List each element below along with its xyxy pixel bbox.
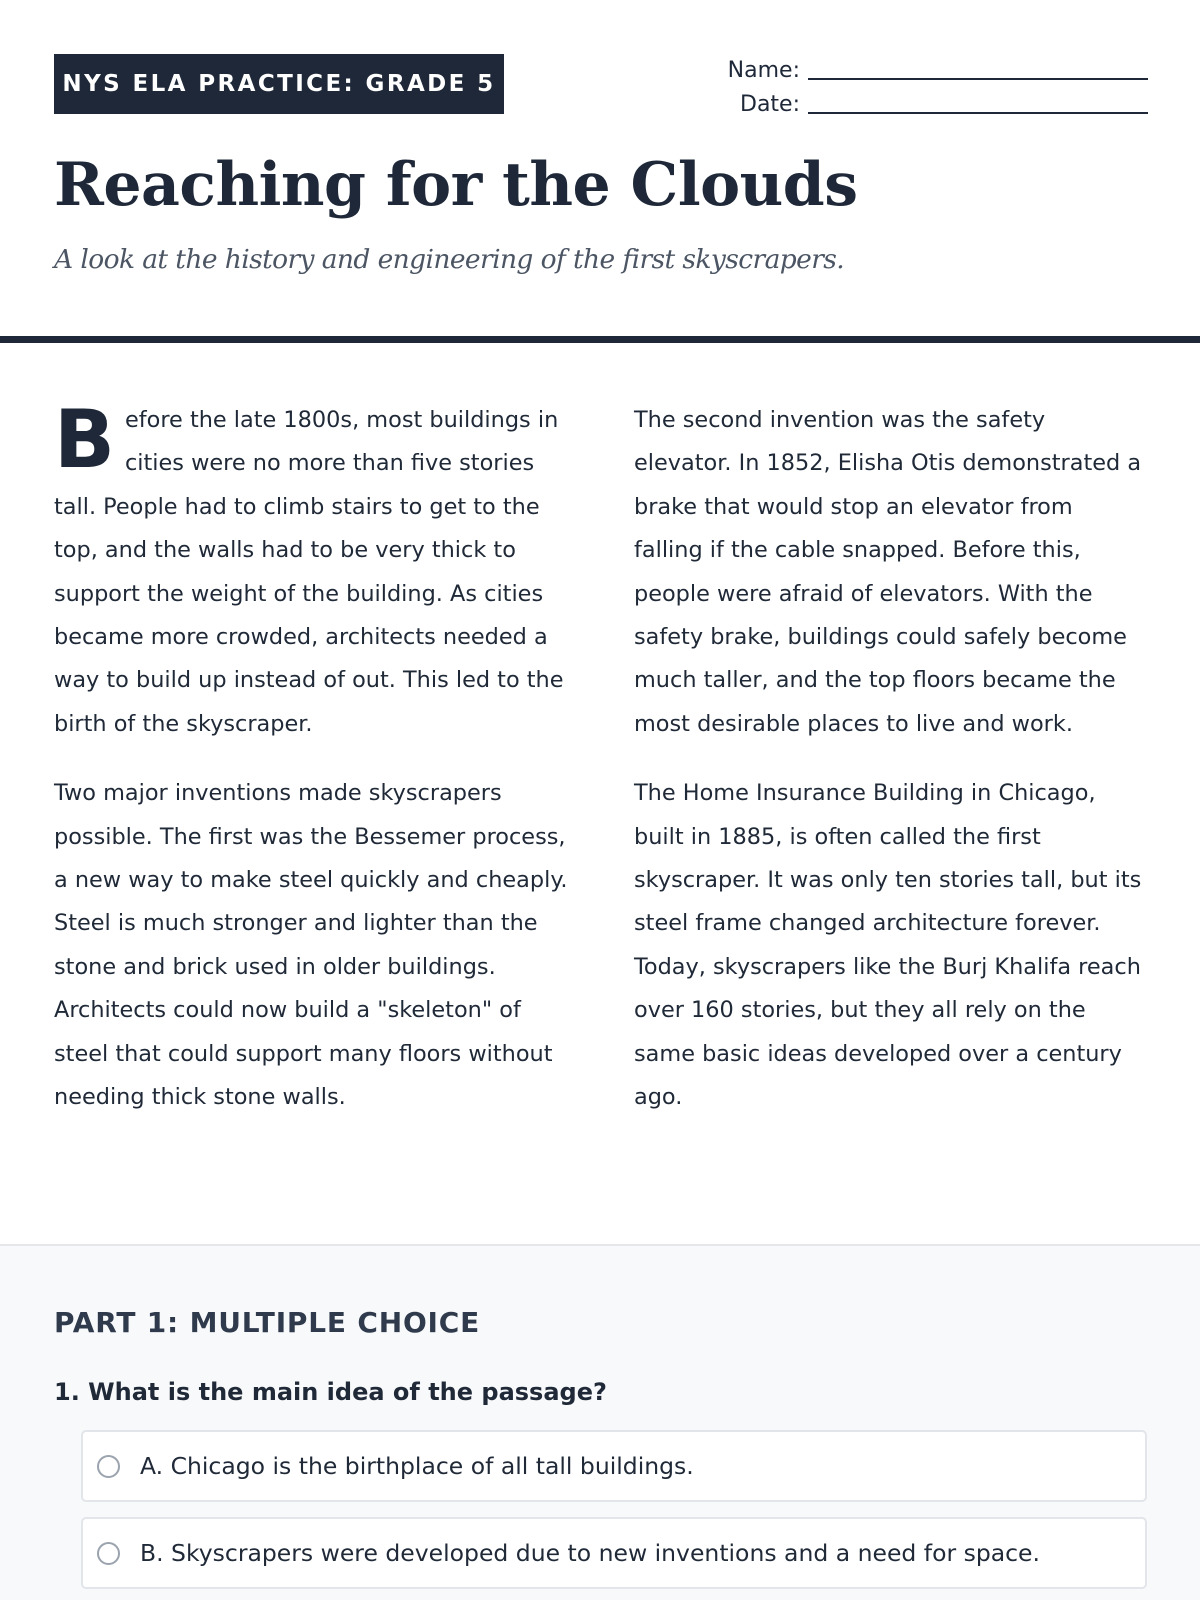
date-label: Date: xyxy=(740,92,800,117)
name-line[interactable] xyxy=(808,78,1148,80)
passage-body xyxy=(54,393,1148,1146)
paragraph-4: The Home Insurance Building in Chicago, built in 1885, is often called the first skyscraper. It was only ten stories tall, but its steel frame changed architecture forever. Today, skyscrapers like the Burj Khalifa reach over 160 stories, but they all rely on the same basic ideas developed over a century ago. xyxy=(634,780,1142,1111)
worksheet-header xyxy=(0,0,1200,336)
drop-cap: B xyxy=(54,393,115,486)
option-b-text: B. Skyscrapers were developed due to new inventions and a need for space. xyxy=(140,1539,1040,1567)
right-column xyxy=(634,399,1148,1146)
date-line[interactable] xyxy=(808,112,1148,114)
radio-icon[interactable] xyxy=(97,1455,120,1478)
left-column xyxy=(54,393,568,1146)
passage-subtitle: A look at the history and engineering of the first skyscrapers. xyxy=(54,244,845,275)
paragraph-2: Two major inventions made skyscrapers possible. The first was the Bessemer process, a new way to make steel quickly and cheaply. Steel is much stronger and lighter than the stone and brick used in older buildings. Architects could now build a "skeleton" of steel that could support many floors without needing thick stone walls. xyxy=(54,780,568,1111)
paragraph-3: The second invention was the safety elevator. In 1852, Elisha Otis demonstrated a brake that would stop an elevator from falling if the cable snapped. Before this, people were afraid of elevators. With the safety brake, buildings could safely become much taller, and the top floors became the most desirable places to live and work. xyxy=(634,407,1142,737)
header-rule xyxy=(0,336,1200,343)
date-field-row xyxy=(708,88,1148,122)
paragraph-1-text: efore the late 1800s, most buildings in cities were no more than five stories tall. People had to climb stairs to get to the top, and the walls had to be very thick to support the weight of the building. As cities became more crowded, architects needed a way to build up instead of out. This led to the birth of the skyscraper. xyxy=(54,407,564,737)
option-a-text: A. Chicago is the birthplace of all tall buildings. xyxy=(140,1452,694,1480)
option-a[interactable] xyxy=(81,1430,1147,1502)
name-date-fields xyxy=(708,54,1148,122)
option-b[interactable] xyxy=(81,1517,1147,1589)
radio-icon[interactable] xyxy=(97,1542,120,1565)
questions-section xyxy=(0,1246,1200,1600)
name-field-row xyxy=(708,54,1148,88)
passage-title: Reaching for the Clouds xyxy=(54,150,858,220)
name-label: Name: xyxy=(727,58,800,83)
paragraph-1 xyxy=(54,393,568,746)
question-1-stem: 1. What is the main idea of the passage? xyxy=(54,1378,607,1406)
part-title: PART 1: MULTIPLE CHOICE xyxy=(54,1306,481,1339)
grade-badge: NYS ELA PRACTICE: GRADE 5 xyxy=(54,54,504,114)
